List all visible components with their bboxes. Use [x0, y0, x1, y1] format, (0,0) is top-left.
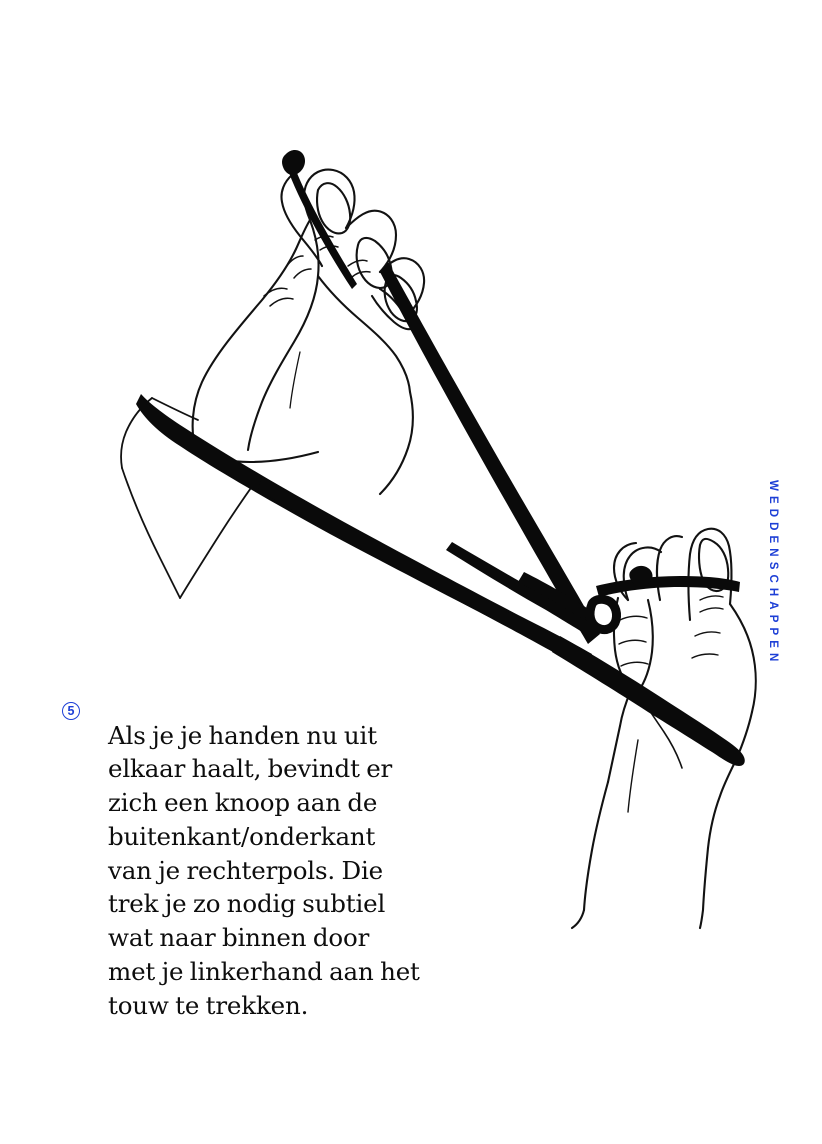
step-number-label: 5 [67, 704, 75, 718]
section-label-weddenschappen [757, 480, 787, 680]
string-across-right-hand [552, 636, 745, 766]
string-left-of-knot [518, 572, 590, 620]
step-instruction-block [60, 694, 420, 1047]
right-hand-outline [572, 529, 756, 928]
knot [590, 599, 617, 629]
knot-crossbar [596, 566, 740, 597]
string [282, 150, 357, 289]
string-lower-strand [258, 476, 600, 674]
left-hand-outline [193, 170, 424, 494]
left-sleeve-cuff [121, 398, 258, 598]
step-number-badge [60, 700, 86, 726]
string-over-left-wrist [136, 394, 592, 668]
string-taper-strand [446, 542, 598, 638]
section-label-text: WEDDENSCHAPPEN [766, 480, 779, 667]
string-long-diagonal [380, 262, 600, 644]
step-instruction-text: Als je je handen nu uit elkaar haalt, bevindt er zich een knoop aan de buitenkant/onderkant van je rechterpols. Die trek je zo nodig subtiel wat naar binnen door met je linkerhand aan het touw te trekken. [108, 720, 420, 1020]
